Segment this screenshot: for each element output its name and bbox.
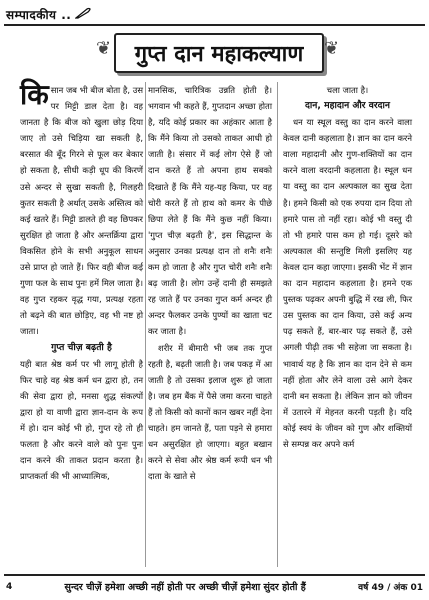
paragraph-intro bbox=[20, 78, 143, 340]
subheading-secret-grows: गुप्त चीज़ बढ़ती है bbox=[51, 341, 112, 353]
pen-nib-icon bbox=[75, 7, 91, 22]
column-2 bbox=[148, 82, 272, 484]
section-label: सम्पादकीय .. bbox=[6, 7, 72, 22]
footer-tagline: सुन्दर चीज़ें हमेशा अच्छी नहीं होती पर अच्छी चीज़ें हमेशा सुंदर होती हैं bbox=[64, 582, 306, 593]
paragraph-body: धन या स्थूल वस्तु का दान करने वाला केवल दानी कहलाता है। ज्ञान का दान करने वाला महादानी और गुण-शक्तियों का दान करने वाला वरदानी कहलाता है। स्थूल धन या वस्तु का दान अल्पकाल का सुख देता है। हमने किसी को एक रुपया दान दिया तो हमारे पास तो नहीं रहा। कोई भी वस्तु दी तो भी हमारे पास कम हो गई। दूसरे को अल्पकाल की सन्तुष्टि मिली इसलिए यह केवल दान कहा जाएगा। इसकी भेंट में ज्ञान का दान महादान कहलाता है। हमने एक पुस्तक पढ़कर अपनी बुद्धि में रख ली, फिर उस पुस्तक का दान किया, उसे कई अन्य पढ़ सकते हैं, बार-बार पढ़ सकते हैं, उसे अगली पीढ़ी तक भी सहेजा जा सकता है। भावार्थ यह है कि ज्ञान का दान देने से कम नहीं होता और लेने वाला उसे आगे देकर दानी बन सकता है। लेकिन ज्ञान को जीवन में उतारने में मेहनत करनी पड़ती है। यदि कोई स्वयं के जीवन को गुण और शक्तियों से सम्पन्न कर अपने कर्म bbox=[283, 117, 412, 449]
ornament-left-icon: ❦ bbox=[96, 38, 112, 59]
column-divider bbox=[145, 82, 146, 567]
intro-text: सान जब भी बीज बोता है, उस पर मिट्टी डाल देता है। वह जानता है कि बीज को खुला छोड़ दिया जाए तो उसे चिड़िया खा सकती है, बरसात की बूँद गिरने से फूल कर बेकार हो सकता है, सीधी कड़ी धूप की किरणें उसे अन्दर से सुखा सकती है, गिलहरी कुतर सकती है अर्थात् उसके अस्तित्व को कई खतरे हैं। मिट्टी डालते ही वह छिपकर सुरक्षित हो जाता है और अन्तर्क्रिया द्वारा विकसित होने के सभी अनुकूल साधन उसे प्राप्त हो जाते हैं। फिर वही बीज कई गुणा फल के साथ पुनः हमें मिल जाता है। वह गुप्त रहकर वृद्ध गया, प्रत्यक्ष रहता तो बढ़ने की बात छोड़िए, वह भी नष्ट हो जाता। bbox=[20, 85, 143, 337]
page-number: 4 bbox=[6, 581, 13, 592]
drop-cap: कि bbox=[20, 78, 49, 111]
column-3 bbox=[283, 82, 412, 452]
column-divider bbox=[277, 82, 278, 567]
paragraph-body: यही बात श्रेष्ठ कर्म पर भी लागू होती है फिर चाहे वह श्रेष्ठ कर्म धन द्वारा हो, तन की सेवा द्वारा हो, मनसा शुद्ध संकल्पों द्वारा हो या वाणी द्वारा ज्ञान-दान के रूप में हो। दान कोई भी हो, गुप्त रहे तो ही फलता है और करने वाले को पुनः पुनः दान करने की ताकत प्रदान करता है। प्राप्तकर्ता की भी आध्यात्मिक, bbox=[20, 358, 143, 482]
subheading-daan-types: दान, महादान और वरदान bbox=[305, 100, 390, 112]
column-1 bbox=[20, 78, 143, 484]
paragraph-body: मानसिक, चारित्रिक उन्नति होती है। भगवान भी कहते हैं, गुप्तदान अच्छा होता है, यदि कोई प्रकार का अहंकार आता है कि मैंने किया तो उसको ताकत आधी हो जाती है। संसार में कई लोग ऐसे हैं जो दान करते हैं तो अपना हाथ सबको दिखाते हैं कि मैंने यह-यह किया, पर वह चोरी करते हैं तो हाथ को कमर के पीछे छिपा लेते हैं कि मैंने कुछ नहीं किया। 'गुप्त चीज़ बढ़ती है', इस सिद्धान्त के अनुसार उनका प्रत्यक्ष दान तो शनैः शनैः कम हो जाता है और गुप्त चोरी शनैः शनैः बढ़ जाती है। लोग उन्हें दानी ही समझते रह जाते हैं पर उनका गुप्त कर्म अन्दर ही अन्दर फैलकर उनके पुण्यों का खाता चट कर जाता है। bbox=[148, 85, 272, 337]
paragraph-body-2: शरीर में बीमारी भी जब तक गुप्त रहती है, बढ़ती जाती है। जब पकड़ में आ जाती है तो उसका इलाज शुरू हो जाता है। जब हम बैंक में पैसे जमा करना चाहते हैं तो किसी को कानों कान खबर नहीं देना चाहते। हम जानते हैं, पता पड़ने से हमारा धन असुरक्षित हो जाएगा। बहुत बखान करने से सेवा और श्रेष्ठ कर्म रूपी धन भी दाता के खाते से bbox=[148, 342, 272, 482]
section-header bbox=[6, 4, 91, 24]
title-box bbox=[114, 33, 324, 73]
issue-number: वर्ष 49 / अंक 01 bbox=[358, 583, 423, 593]
footer-rule bbox=[4, 574, 425, 576]
paragraph-continuation: चला जाता है। bbox=[326, 85, 369, 95]
ornament-right-icon: ❦ bbox=[324, 38, 340, 59]
article-title: गुप्त दान महाकल्याण bbox=[134, 42, 304, 67]
header-rule bbox=[4, 24, 425, 26]
footer bbox=[6, 578, 423, 595]
